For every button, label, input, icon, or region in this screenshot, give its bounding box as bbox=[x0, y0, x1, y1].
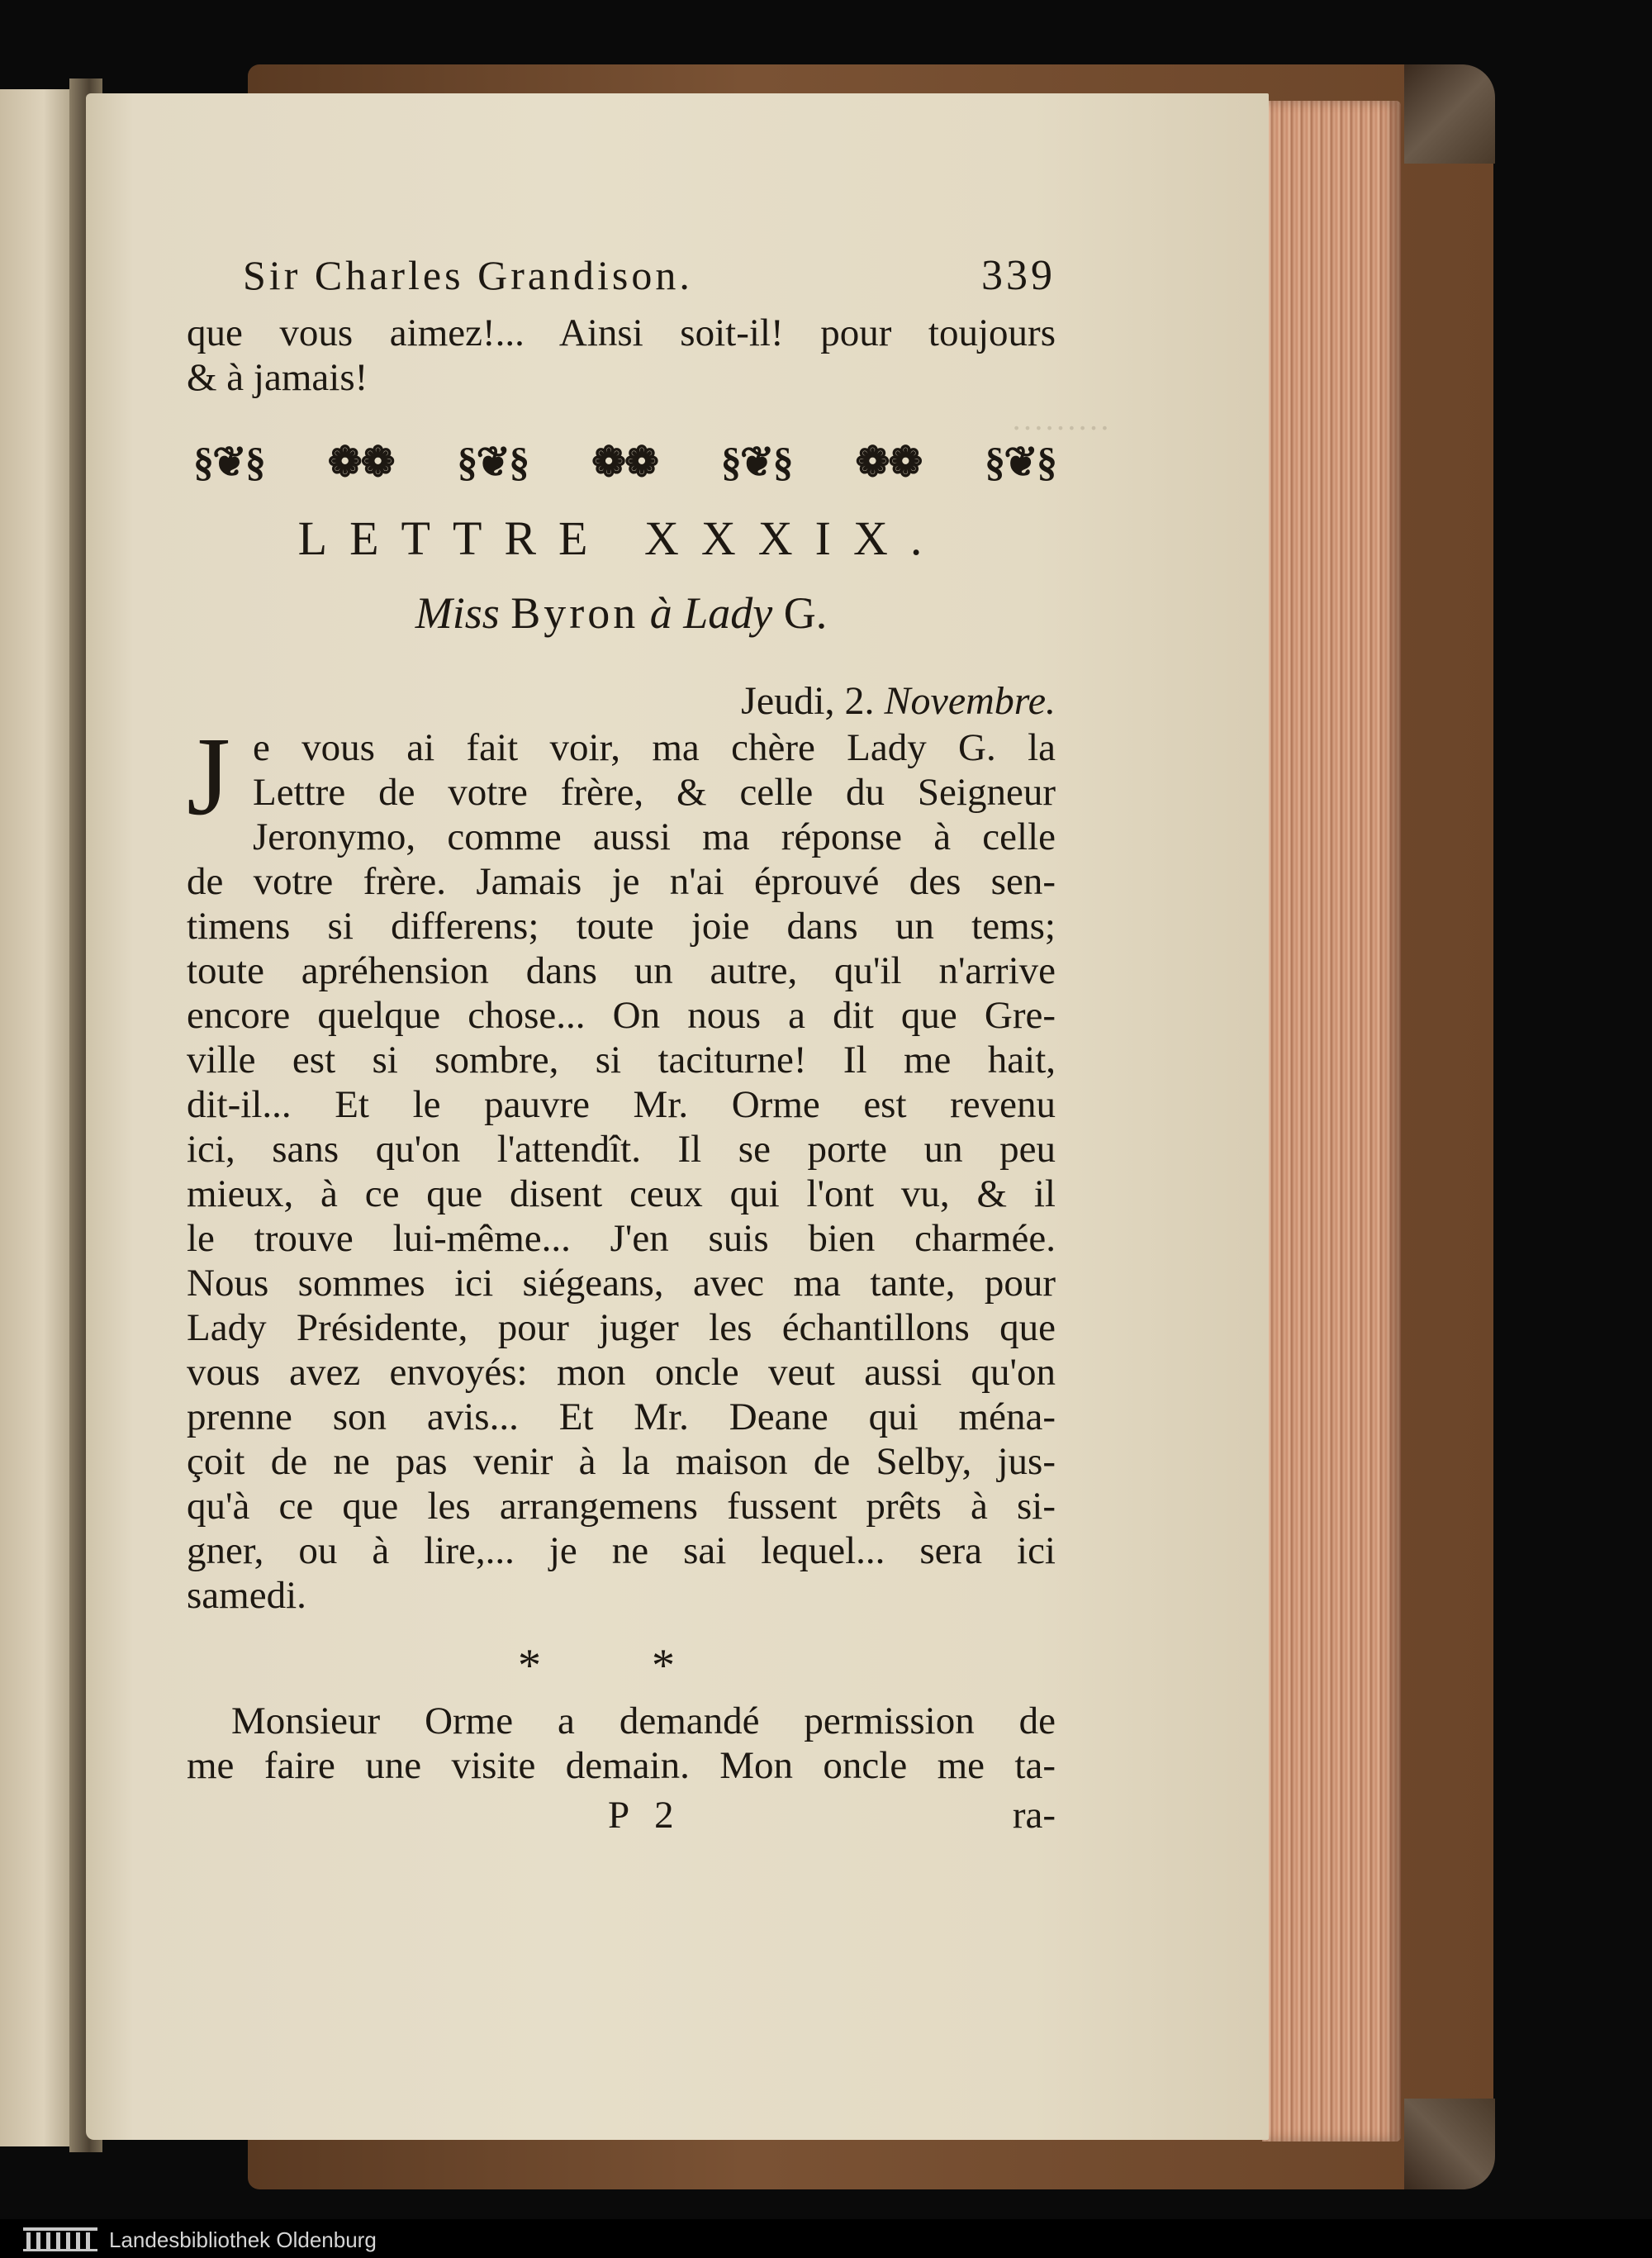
paragraph-2 bbox=[187, 1699, 1056, 1788]
text-line: me faire une visite demain. Mon oncle me ta- bbox=[187, 1744, 1056, 1787]
text-line: Nous sommes ici siégeans, avec ma tante, pour bbox=[187, 1262, 1056, 1305]
text-line: Jeronymo, comme aussi ma réponse à celle bbox=[253, 815, 1056, 858]
text-line: dit-il... Et le pauvre Mr. Orme est revenu bbox=[187, 1083, 1056, 1126]
text-line: samedi. bbox=[187, 1574, 306, 1617]
page-edges bbox=[1262, 101, 1401, 2142]
page-text bbox=[187, 245, 1056, 1842]
running-head bbox=[187, 245, 1056, 311]
ornament-icon: ❁❁ bbox=[591, 439, 657, 485]
date-day: Jeudi, 2. bbox=[741, 679, 875, 723]
institution-label: Landesbibliothek Oldenburg bbox=[109, 2227, 377, 2252]
text-line: ici, sans qu'on l'attendît. Il se porte un peu bbox=[187, 1128, 1056, 1171]
text-line: qu'à ce que les arrangemens fussent prêts à si- bbox=[187, 1485, 1056, 1528]
ornament-icon: §❦§ bbox=[457, 439, 529, 485]
drop-cap: J bbox=[187, 715, 230, 839]
library-building-icon bbox=[21, 2224, 99, 2252]
text-line: mieux, à ce que disent ceux qui l'ont vu, & il bbox=[187, 1172, 1056, 1215]
salutation-name: Byron bbox=[510, 588, 639, 638]
show-through-text: ……… bbox=[1011, 400, 1110, 437]
paragraph-1 bbox=[187, 715, 1056, 1618]
text-line: de votre frère. Jamais je n'ai éprouvé des sen- bbox=[187, 860, 1056, 903]
salutation-to: Lady bbox=[683, 588, 773, 638]
signature-mark: P 2 bbox=[608, 1794, 682, 1837]
ornament-icon: §❦§ bbox=[193, 439, 264, 485]
cover-corner-bottom bbox=[1404, 2099, 1495, 2189]
page-number: 339 bbox=[981, 252, 1056, 299]
ornament-icon: §❦§ bbox=[720, 439, 792, 485]
catchword: ra- bbox=[1012, 1794, 1056, 1837]
ornament-icon: §❦§ bbox=[985, 439, 1056, 485]
text-line: vous avez envoyés: mon oncle veut aussi qu'on bbox=[187, 1351, 1056, 1394]
salutation-prep: à bbox=[649, 588, 672, 638]
left-page-fragment bbox=[0, 89, 79, 2146]
text-line: e vous ai fait voir, ma chère Lady G. la bbox=[253, 726, 1056, 769]
text-line: & à jamais! bbox=[187, 356, 368, 399]
text-line: que vous aimez!... Ainsi soit-il! pour toujours bbox=[187, 311, 1056, 354]
text-line: gner, ou à lire,... je ne sai lequel... sera ici bbox=[187, 1529, 1056, 1572]
ornament-band bbox=[193, 438, 1056, 487]
page-footer bbox=[187, 1793, 1056, 1842]
text-line: encore quelque chose... On nous a dit que Gre- bbox=[187, 994, 1056, 1037]
text-line: toute apréhension dans un autre, qu'il n'arrive bbox=[187, 949, 1056, 992]
text-line: ville est si sombre, si taciturne! Il me hait, bbox=[187, 1039, 1056, 1081]
ornament-icon: ❁❁ bbox=[327, 439, 394, 485]
text-line: Monsieur Orme a demandé permission de bbox=[231, 1699, 1056, 1742]
salutation-initial: G. bbox=[783, 588, 828, 638]
cover-corner-top bbox=[1404, 64, 1495, 164]
salutation-from: Miss bbox=[415, 588, 500, 638]
running-title: Sir Charles Grandison. bbox=[243, 252, 693, 298]
text-line: timens si differens; toute joie dans un tems; bbox=[187, 905, 1056, 948]
text-line: le trouve lui-même... J'en suis bien charmée. bbox=[187, 1217, 1056, 1260]
salutation bbox=[187, 580, 1056, 646]
text-line: Lady Présidente, pour juger les échantillons que bbox=[187, 1306, 1056, 1349]
ornament-icon: ❁❁ bbox=[855, 439, 922, 485]
text-line: prenne son avis... Et Mr. Deane qui ména- bbox=[187, 1395, 1056, 1438]
date-month: Novembre. bbox=[884, 679, 1056, 723]
letter-heading: LETTRE XXXIX. bbox=[297, 511, 945, 565]
section-break: * * bbox=[518, 1640, 724, 1691]
text-line: çoit de ne pas venir à la maison de Selby, jus- bbox=[187, 1440, 1056, 1483]
dateline bbox=[187, 677, 1056, 725]
text-line: Lettre de votre frère, & celle du Seigneur bbox=[253, 771, 1056, 814]
